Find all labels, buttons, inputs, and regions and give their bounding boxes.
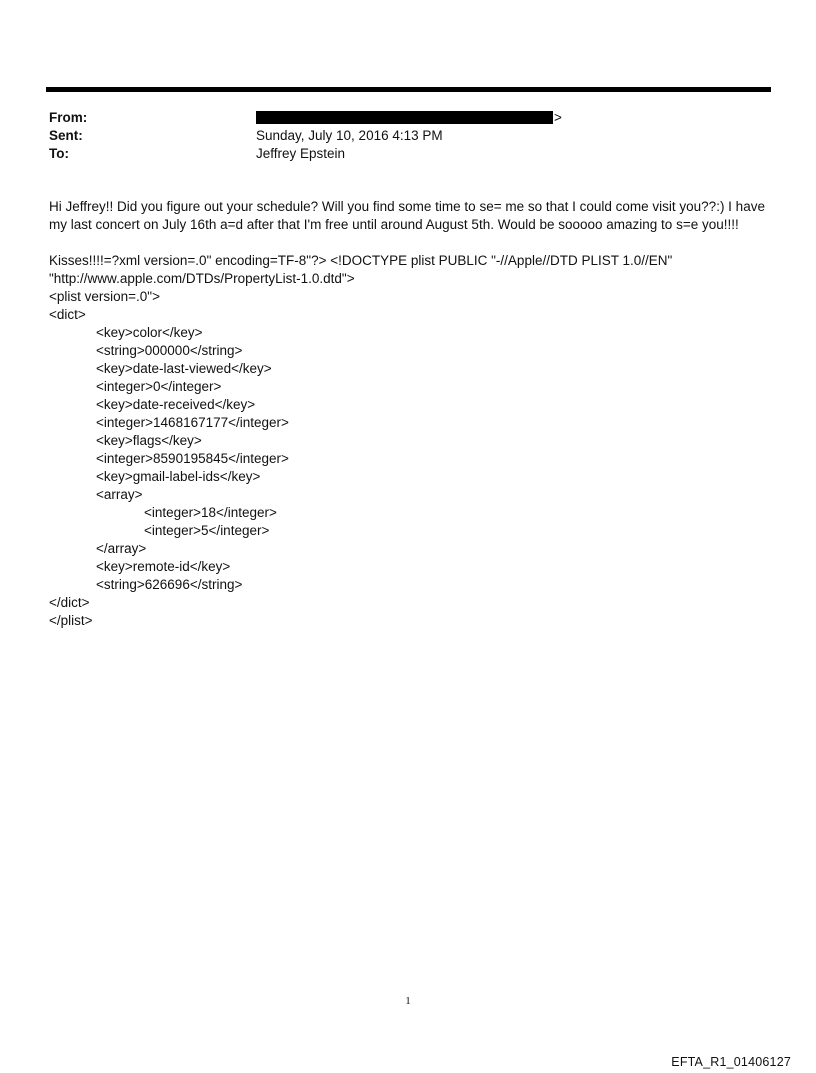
dict-line: <key>flags</key> <box>96 433 202 448</box>
body-line: <plist version=.0"> <box>49 289 160 304</box>
body-line: </plist> <box>49 613 93 628</box>
dict-line: <key>date-last-viewed</key> <box>96 361 272 376</box>
from-label: From: <box>49 110 88 125</box>
body-line: my last concert on July 16th a=d after that I'm free until around August 5th. Would be sooooo amazing to s=e you!!!! <box>49 217 739 232</box>
dict-line: <key>date-received</key> <box>96 397 256 412</box>
sent-label: Sent: <box>49 128 83 143</box>
redaction-block <box>256 111 553 124</box>
sent-row <box>49 127 769 145</box>
dict-line: <key>gmail-label-ids</key> <box>96 469 261 484</box>
email-header <box>49 109 769 163</box>
dict-line: <key>color</key> <box>96 325 203 340</box>
document-id: EFTA_R1_01406127 <box>671 1055 791 1069</box>
body-line: "http://www.apple.com/DTDs/PropertyList-1.0.dtd"> <box>49 271 355 286</box>
page-number: 1 <box>405 995 411 1007</box>
to-label: To: <box>49 146 69 161</box>
dict-line: <integer>1468167177</integer> <box>96 415 289 430</box>
dict-line: <integer>0</integer> <box>96 379 222 394</box>
dict-line: </array> <box>96 541 147 556</box>
body-line: <dict> <box>49 307 86 322</box>
body-line: </dict> <box>49 595 90 610</box>
email-body <box>49 198 774 630</box>
dict-line: <string>626696</string> <box>96 577 243 592</box>
to-value: Jeffrey Epstein <box>256 146 346 161</box>
dict-line: <string>000000</string> <box>96 343 243 358</box>
to-row <box>49 145 769 163</box>
array-item: <integer>18</integer> <box>144 505 277 520</box>
dict-line: <array> <box>96 487 143 502</box>
paragraph-gap <box>49 234 774 252</box>
dict-line: <key>remote-id</key> <box>96 559 231 574</box>
top-rule <box>46 87 771 92</box>
from-row <box>49 109 769 127</box>
body-line: Hi Jeffrey!! Did you figure out your schedule? Will you find some time to se= me so that I could come visit you??:) I have <box>49 199 765 214</box>
body-line: Kisses!!!!=?xml version=.0" encoding=TF-8"?> <!DOCTYPE plist PUBLIC "-//Apple//DTD PLIST 1.0//EN" <box>49 253 673 268</box>
sent-value: Sunday, July 10, 2016 4:13 PM <box>256 128 443 143</box>
dict-line: <integer>8590195845</integer> <box>96 451 289 466</box>
array-item: <integer>5</integer> <box>144 523 270 538</box>
from-suffix: > <box>554 110 562 125</box>
from-value <box>256 109 562 127</box>
